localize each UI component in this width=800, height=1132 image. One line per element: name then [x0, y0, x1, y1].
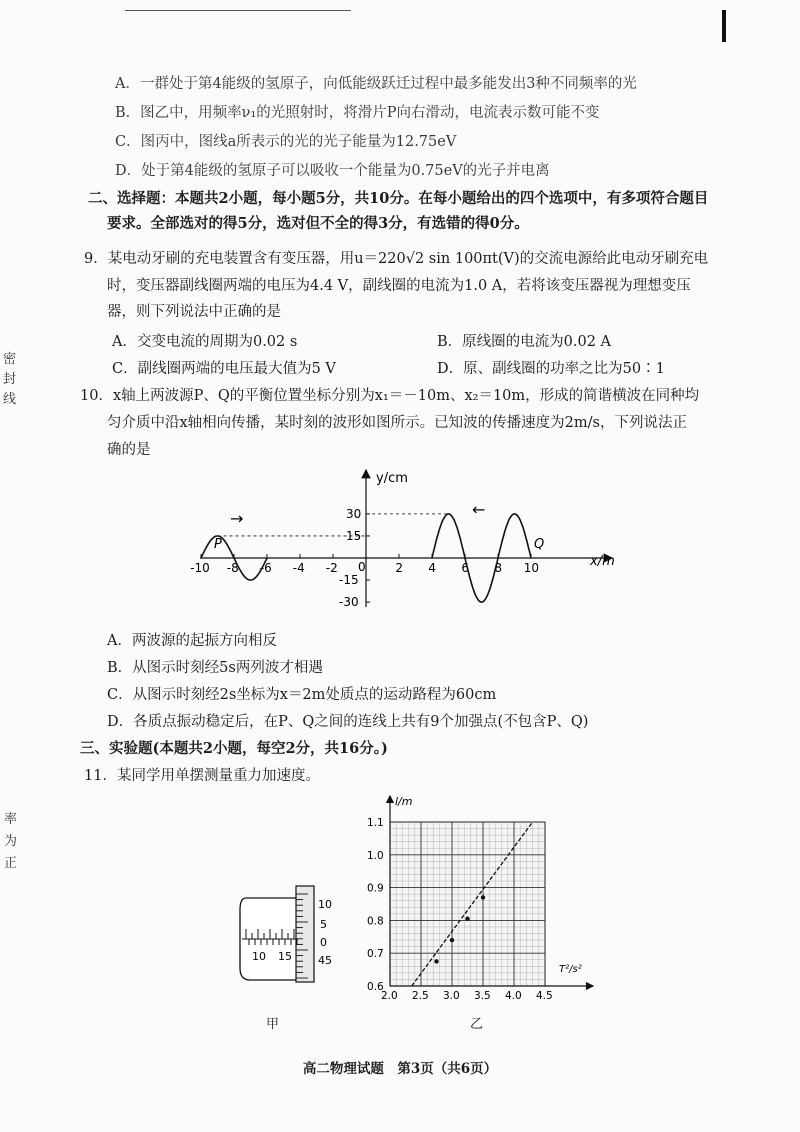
q10-option-a: A．两波源的起振方向相反	[107, 633, 277, 649]
wave-x-tick-label: -6	[259, 561, 272, 575]
chart-y-tick-label: 0.6	[367, 981, 384, 993]
chart-data-point	[434, 959, 438, 963]
q10-stem-cont: 确的是	[107, 442, 151, 458]
section-2-heading-cont: 要求。全部选对的得5分，选对但不全的得3分，有选错的得0分。	[107, 215, 529, 232]
chart-y-tick-label: 0.7	[367, 948, 384, 961]
margin-char: 封	[3, 372, 17, 387]
wave-x-tick-label: -10	[190, 561, 210, 575]
q10-option-b: B．从图示时刻经5s两列波才相遇	[107, 660, 323, 676]
wave-x-tick-label: -8	[226, 561, 239, 575]
q9-option-d: D．原、副线圈的功率之比为50∶1	[437, 361, 665, 377]
prev-option-b: B．图乙中，用频率ν₁的光照射时，将滑片P向右滑动，电流表示数可能不变	[115, 105, 600, 121]
wave-x-tick-label: 8	[494, 561, 503, 575]
chart-x-tick-label: 3.5	[474, 990, 491, 1002]
chart-x-tick-label: 4.5	[536, 990, 553, 1002]
micrometer-thimble-label: 45	[318, 954, 332, 967]
corner-mark	[722, 10, 726, 42]
q9-stem-cont: 器，则下列说法中正确的是	[107, 304, 281, 320]
micrometer-caption: 甲	[266, 1017, 280, 1032]
wave-x-tick-label: 10	[523, 561, 540, 575]
chart-x-tick-label: 2.0	[381, 990, 398, 1002]
chart-y-label: l/m	[395, 795, 413, 808]
chart-caption: 乙	[470, 1017, 484, 1032]
wave-x-tick-label: -2	[325, 561, 338, 575]
wave-x-tick-label: 2	[395, 561, 404, 575]
micrometer-main-label: 10	[252, 950, 266, 963]
chart-x-tick-label: 4.0	[505, 990, 522, 1002]
wave-y-label: y/cm	[376, 471, 408, 486]
wave-x-tick-label: -4	[292, 561, 305, 575]
chart-y-tick-label: 1.0	[367, 849, 384, 862]
top-rule	[125, 10, 351, 11]
l-t2-chart	[355, 792, 600, 1010]
chart-x-tick-label: 3.0	[443, 990, 460, 1002]
micrometer-thimble-label: 5	[320, 918, 327, 931]
micrometer-figure	[238, 880, 350, 992]
q9-option-c: C．副线圈两端的电压最大值为5 V	[112, 361, 336, 377]
wave-origin-label: 0	[358, 560, 366, 574]
wave-y-tick-label: -15	[339, 573, 359, 588]
section-2-heading: 二、选择题：本题共2小题，每小题5分，共10分。在每小题给出的四个选项中，有多项符合题目	[88, 190, 709, 207]
wave-y-tick-label: 15	[346, 528, 362, 543]
q10-option-c: C．从图示时刻经2s坐标为x＝2m处质点的运动路程为60cm	[107, 687, 497, 703]
margin-char: 密	[3, 352, 17, 367]
wave-x-tick-label: 6	[461, 561, 470, 575]
chart-data-point	[481, 895, 485, 899]
margin-char: 线	[3, 392, 17, 407]
wave-point-q: Q	[534, 537, 545, 552]
margin-char: 正	[4, 856, 18, 871]
wave-y-tick-label: 30	[346, 506, 362, 521]
wave-x-label: x/m	[590, 554, 615, 569]
margin-char: 率	[4, 812, 18, 827]
prev-option-d: D．处于第4能级的氢原子可以吸收一个能量为0.75eV的光子并电离	[115, 163, 550, 179]
q10-option-d: D．各质点振动稳定后，在P、Q之间的连线上共有9个加强点(不包含P、Q)	[107, 714, 589, 730]
q10-stem: 10．x轴上两波源P、Q的平衡位置坐标分别为x₁＝－10m、x₂＝10m，形成的简谐横波在同种均	[80, 388, 700, 404]
micrometer-thimble	[296, 886, 314, 982]
prev-option-c: C．图丙中，图线a所表示的光的光子能量为12.75eV	[115, 134, 457, 150]
chart-grid-area	[390, 822, 545, 986]
wave-point-p: P	[214, 537, 222, 552]
q9-option-b: B．原线圈的电流为0.02 A	[437, 334, 612, 350]
wave-y-tick-label: -30	[339, 595, 359, 610]
chart-x-tick-label: 2.5	[412, 990, 429, 1002]
wave-x-tick-label: 4	[428, 561, 437, 575]
q11-stem: 11．某同学用单摆测量重力加速度。	[84, 768, 320, 784]
micrometer-thimble-label: 0	[320, 936, 327, 949]
margin-char: 为	[4, 834, 18, 849]
wave-arrow-left: ←	[472, 500, 486, 519]
section-3-heading: 三、实验题(本题共2小题，每空2分，共16分。)	[80, 740, 388, 757]
q9-stem-cont: 时，变压器副线圈两端的电压为4.4 V，副线圈的电流为1.0 A，若将该变压器视为理想变压	[107, 278, 691, 294]
chart-data-point	[465, 917, 469, 921]
prev-option-a: A．一群处于第4能级的氢原子，向低能级跃迁过程中最多能发出3种不同频率的光	[115, 76, 637, 92]
page-footer: 高二物理试题 第3页（共6页）	[302, 1061, 498, 1077]
micrometer-thimble-label: 10	[318, 898, 332, 911]
chart-y-tick-label: 0.9	[367, 882, 384, 895]
q9-stem: 9．某电动牙刷的充电装置含有变压器，用u＝220√2 sin 100πt(V)的交流电源给此电动牙刷充电	[84, 251, 709, 267]
chart-data-point	[450, 938, 454, 942]
chart-y-tick-label: 0.8	[367, 915, 384, 928]
chart-y-tick-label: 1.1	[367, 817, 384, 829]
wave-arrow-right: →	[230, 509, 244, 528]
micrometer-main-label: 15	[278, 950, 292, 963]
wave-figure	[190, 462, 630, 612]
q10-stem-cont: 匀介质中沿x轴相向传播，某时刻的波形如图所示。已知波的传播速度为2m/s，下列说法正	[107, 415, 687, 431]
q9-option-a: A．交变电流的周期为0.02 s	[112, 334, 298, 350]
chart-x-label: T²/s²	[559, 964, 582, 975]
